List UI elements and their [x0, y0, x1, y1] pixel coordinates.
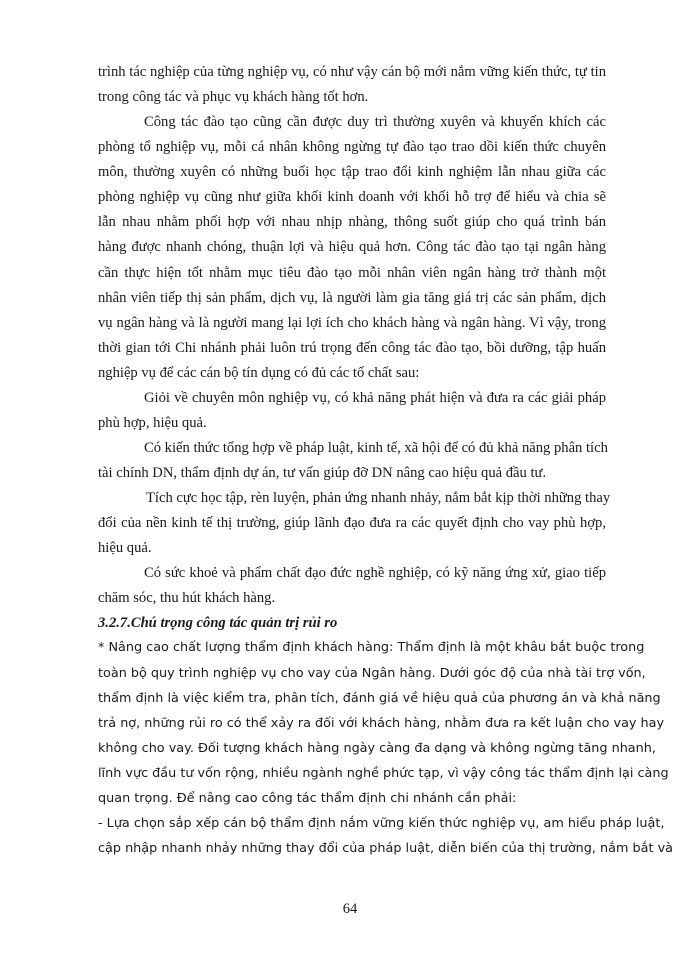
section-heading: 3.2.7.Chú trọng công tác quản trị rủi ro	[98, 615, 338, 631]
text-line: thời gian tới Chi nhánh phải luôn trú trọng đến công tác đào tạo, bồi dưỡng, tập huấn	[98, 340, 606, 356]
text-line: Tích cực học tập, rèn luyện, phản ứng nhanh nhảy, nắm bắt kịp thời những thay	[146, 490, 611, 506]
text-line: - Lựa chọn sắp xếp cán bộ thẩm định nắm vững kiến thức nghiệp vụ, am hiểu pháp luật,	[98, 816, 665, 831]
text-line: toàn bộ quy trình nghiệp vụ cho vay của Ngân hàng. Dưới góc độ của nhà tài trợ vốn,	[98, 666, 646, 681]
text-line: thẩm định là việc kiểm tra, phân tích, đánh giá về hiệu quả của phương án và khả năng	[98, 691, 661, 706]
text-line: phòng nghiệp vụ cũng như giữa khối kinh doanh với khối hỗ trợ để hiểu và chia sẽ	[98, 189, 606, 205]
text-line: quan trọng. Để nâng cao công tác thẩm định chi nhánh cần phải:	[98, 791, 517, 806]
text-line: Có kiến thức tổng hợp về pháp luật, kinh tế, xã hội để có đủ khả năng phân tích	[144, 440, 608, 456]
text-line: * Nâng cao chất lượng thẩm định khách hàng: Thẩm định là một khâu bắt buộc trong	[98, 640, 645, 655]
text-line: nhân viên tiếp thị sản phẩm, dịch vụ, là người làm gia tăng giá trị các sản phẩm, dịch	[98, 290, 606, 306]
text-line: phù hợp, hiệu quả.	[98, 415, 207, 431]
text-line: chăm sóc, thu hút khách hàng.	[98, 590, 276, 606]
text-line: cần thực hiện tốt nhằm mục tiêu đào tạo mỗi nhân viên ngân hàng trở thành một	[98, 265, 606, 281]
text-line: Công tác đào tạo cũng cần được duy trì thường xuyên và khuyến khích các	[144, 114, 606, 130]
text-line: cập nhập nhanh nhảy những thay đổi của pháp luật, diễn biến của thị trường, nắm bắt và	[98, 841, 673, 856]
text-line: trả nợ, những rủi ro có thể xảy ra đối với khách hàng, nhằm đưa ra kết luận cho vay hay	[98, 716, 665, 731]
text-line: Có sức khoẻ và phẩm chất đạo đức nghề nghiệp, có kỹ năng ứng xử, giao tiếp	[144, 565, 606, 581]
text-line: tài chính DN, thẩm định dự án, tư vấn giúp đỡ DN nâng cao hiệu quả đầu tư.	[98, 465, 547, 481]
text-line: hiệu quả.	[98, 540, 152, 556]
text-line: lĩnh vực đầu tư vốn rộng, nhiều ngành nghề phức tạp, vì vậy công tác thẩm định lại càng	[98, 766, 669, 781]
text-line: nghiệp vụ để các cán bộ tín dụng có đủ các tố chất sau:	[98, 365, 420, 381]
text-line: đổi của nền kinh tế thị trường, giúp lãnh đạo đưa ra các quyết định cho vay phù hợp,	[98, 515, 606, 531]
text-line: trình tác nghiệp của từng nghiệp vụ, có như vậy cán bộ mới nắm vững kiến thức, tự tin	[98, 64, 606, 80]
text-line: phòng tổ nghiệp vụ, mỗi cá nhân không ngừng tự đào tạo trao dồi kiến thức chuyên	[98, 139, 606, 155]
text-line: hàng được nhanh chóng, thuận lợi và hiệu quả hơn. Công tác đào tạo tại ngân hàng	[98, 239, 606, 255]
text-line: Giỏi về chuyên môn nghiệp vụ, có khả năng phát hiện và đưa ra các giải pháp	[144, 390, 606, 406]
text-line: vụ ngân hàng và là người mang lại lợi ích cho khách hàng và ngân hàng. Vì vậy, trong	[98, 315, 606, 331]
text-line: môn, thường xuyên có những buổi học tập trao đổi kinh nghiệm lẫn nhau giữa các	[98, 164, 606, 180]
text-line: lẫn nhau nhằm phối hợp với nhau nhịp nhàng, thông suốt giúp cho quá trình bán	[98, 214, 606, 230]
text-line: trong công tác và phục vụ khách hàng tốt hơn.	[98, 89, 369, 105]
text-line: không cho vay. Đối tượng khách hàng ngày càng đa dạng và không ngừng tăng nhanh,	[98, 741, 656, 756]
page-number: 64	[342, 901, 358, 917]
